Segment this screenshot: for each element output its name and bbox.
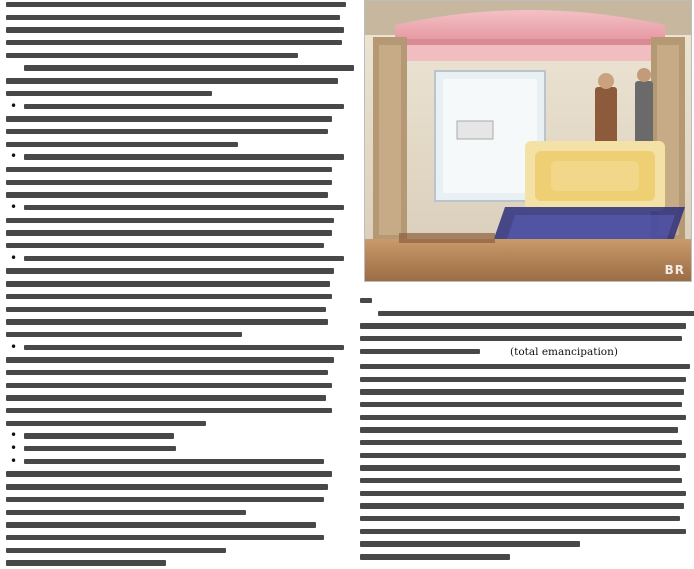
text-line [6, 330, 352, 340]
text-line-ink [360, 529, 686, 534]
text-line-ink [6, 548, 226, 553]
text-line-ink [6, 370, 328, 375]
text-line [6, 279, 352, 289]
text-line-ink [6, 192, 328, 197]
text-line [360, 425, 690, 435]
text-line-ink [360, 453, 686, 458]
article-photo-drawing [365, 1, 691, 281]
left-text-column [6, 0, 352, 569]
text-line [360, 400, 690, 410]
text-line-ink [6, 15, 340, 20]
text-line [360, 489, 690, 499]
text-line-ink [6, 294, 332, 299]
text-line [6, 63, 352, 73]
text-line [360, 321, 690, 331]
text-line-ink [6, 2, 346, 7]
text-line-ink [360, 427, 678, 432]
text-line-ink [6, 408, 332, 413]
text-line-ink [360, 440, 682, 445]
article-photo [364, 0, 692, 282]
text-line [6, 520, 352, 530]
text-line-ink [6, 230, 332, 235]
text-line-ink [6, 218, 334, 223]
text-line [6, 51, 352, 61]
text-line [6, 127, 352, 137]
text-line [360, 296, 690, 306]
bullet-line [6, 102, 352, 112]
text-line [6, 165, 352, 175]
text-line-ink [6, 27, 344, 32]
text-line [6, 533, 352, 543]
text-line-ink [360, 336, 682, 341]
text-line [6, 317, 352, 327]
text-line-ink [6, 40, 342, 45]
text-line-ink [6, 319, 328, 324]
right-text-column [360, 296, 690, 569]
text-line [6, 546, 352, 556]
text-line-ink [360, 377, 686, 382]
text-line-ink [6, 142, 238, 147]
text-line-ink [6, 268, 334, 273]
text-line-ink [6, 78, 338, 83]
bullet-line [6, 457, 352, 467]
text-line [6, 13, 352, 23]
text-line-ink [360, 554, 510, 559]
text-line-ink [360, 298, 372, 303]
text-line [360, 362, 690, 372]
text-line [6, 241, 352, 251]
bullet-line [6, 444, 352, 454]
text-line-ink [24, 205, 344, 210]
text-line-ink [6, 167, 332, 172]
text-line-ink [378, 311, 694, 316]
text-line-ink [360, 364, 690, 369]
text-line [6, 0, 352, 10]
text-line-ink [24, 104, 344, 109]
bullet-line [6, 203, 352, 213]
text-line [360, 476, 690, 486]
text-line-ink [6, 332, 242, 337]
text-line-ink [24, 459, 324, 464]
text-line-ink [6, 180, 332, 185]
text-line-ink [6, 357, 334, 362]
text-line-ink [6, 497, 324, 502]
text-line [360, 375, 690, 385]
text-line-ink [24, 154, 344, 159]
text-line-ink [360, 389, 684, 394]
text-line [6, 419, 352, 429]
text-line-ink [360, 503, 684, 508]
text-line-ink [360, 415, 686, 420]
text-line-ink [6, 129, 328, 134]
text-line [6, 368, 352, 378]
text-line [360, 438, 690, 448]
text-line [6, 305, 352, 315]
text-line [6, 25, 352, 35]
text-line-ink [6, 421, 206, 426]
text-line-ink [24, 446, 176, 451]
text-line [6, 469, 352, 479]
text-line [6, 89, 352, 99]
text-line-ink [6, 53, 298, 58]
text-line [6, 76, 352, 86]
text-line-ink [24, 433, 174, 438]
text-line-ink [6, 116, 332, 121]
text-line-ink [24, 256, 344, 261]
text-line-ink [6, 471, 332, 476]
text-line [6, 482, 352, 492]
text-line-ink [24, 345, 344, 350]
text-line [6, 381, 352, 391]
text-line [6, 228, 352, 238]
photo-watermark: BR [664, 263, 685, 277]
text-line-ink [360, 465, 680, 470]
text-line-ink [24, 65, 354, 70]
text-line [6, 292, 352, 302]
text-line-ink [6, 535, 324, 540]
text-line-ink [6, 510, 246, 515]
text-line-ink [6, 484, 328, 489]
text-line [6, 393, 352, 403]
text-line [360, 514, 690, 524]
text-line-ink [6, 281, 330, 286]
text-line [360, 451, 690, 461]
text-line [6, 266, 352, 276]
text-line [6, 216, 352, 226]
text-line-ink [360, 349, 480, 354]
text-line-ink [6, 91, 212, 96]
text-line-ink [6, 395, 326, 400]
bullet-line [6, 152, 352, 162]
text-line [6, 140, 352, 150]
text-line-ink [360, 491, 686, 496]
text-line-ink [360, 541, 580, 546]
text-line [6, 114, 352, 124]
text-line [6, 178, 352, 188]
text-line [360, 501, 690, 511]
text-line [360, 463, 690, 473]
text-line [6, 495, 352, 505]
text-line-ink [360, 516, 680, 521]
text-line-ink [360, 402, 682, 407]
text-line [360, 552, 690, 562]
text-line [360, 334, 690, 344]
text-line [6, 508, 352, 518]
text-line [360, 387, 690, 397]
text-line [360, 413, 690, 423]
text-line-ink [6, 243, 324, 248]
text-line [360, 309, 690, 319]
text-line [6, 38, 352, 48]
latin-term: (total emancipation) [510, 345, 618, 358]
text-line-ink [6, 307, 326, 312]
bullet-line [6, 431, 352, 441]
text-line-with-latin [360, 347, 690, 359]
text-line [6, 355, 352, 365]
text-line [360, 539, 690, 549]
bullet-line [6, 343, 352, 353]
text-line [6, 190, 352, 200]
bullet-line [6, 254, 352, 264]
text-line [6, 558, 352, 568]
text-line-ink [360, 323, 686, 328]
text-line-ink [6, 560, 166, 565]
text-line [6, 406, 352, 416]
text-line-ink [360, 478, 682, 483]
text-line-ink [6, 383, 332, 388]
text-line [360, 527, 690, 537]
text-line-ink [6, 522, 316, 527]
